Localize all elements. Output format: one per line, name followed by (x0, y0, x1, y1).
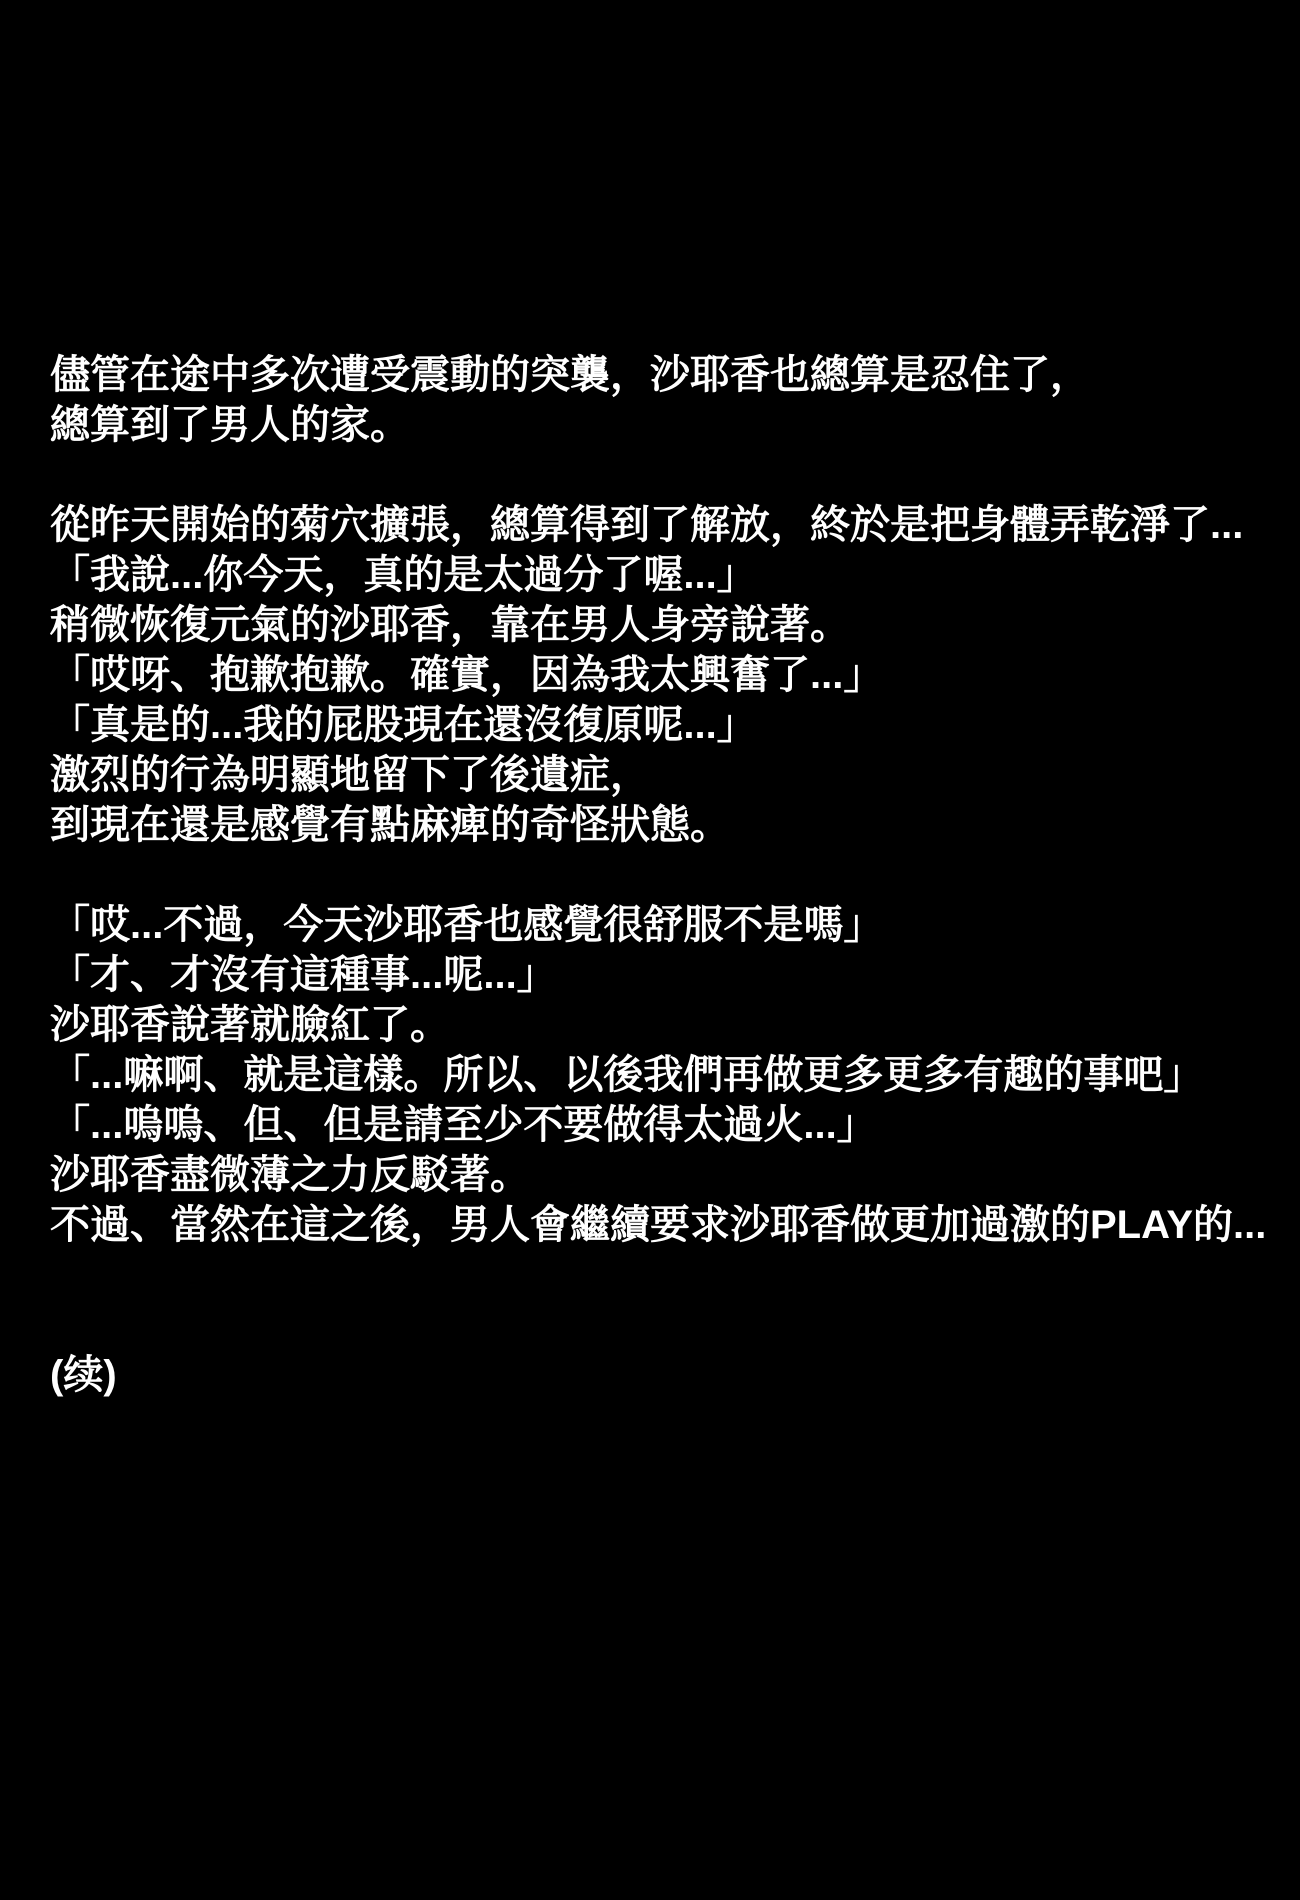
story-line: 「我說...你今天，真的是太過分了喔...」 (50, 553, 757, 597)
paragraph-continued-marker (50, 1350, 1280, 1400)
story-line: 「真是的...我的屁股現在還沒復原呢...」 (50, 703, 757, 747)
paragraph-conversation-2 (50, 900, 1280, 1250)
story-line: 稍微恢復元氣的沙耶香，靠在男人身旁說著。 (50, 603, 850, 647)
story-line: 總算到了男人的家。 (50, 403, 410, 447)
story-line: 激烈的行為明顯地留下了後遺症， (50, 753, 650, 797)
story-line: 不過、當然在這之後，男人會繼續要求沙耶香做更加過激的PLAY的... (50, 1203, 1267, 1247)
story-line: 沙耶香說著就臉紅了。 (50, 1003, 450, 1047)
story-line: 「哎...不過，今天沙耶香也感覺很舒服不是嗎」 (50, 903, 884, 947)
story-line: 儘管在途中多次遭受震動的突襲，沙耶香也總算是忍住了， (50, 353, 1090, 397)
story-line: 沙耶香盡微薄之力反駁著。 (50, 1153, 530, 1197)
story-line: 「才、才沒有這種事...呢...」 (50, 953, 557, 997)
story-line: 到現在還是感覺有點麻痺的奇怪狀態。 (50, 803, 730, 847)
story-line: 「...嘛啊、就是這樣。所以、以後我們再做更多更多有趣的事吧」 (50, 1053, 1204, 1097)
paragraph-conversation-1 (50, 500, 1280, 850)
paragraph-arrival (50, 350, 1280, 450)
story-line: 從昨天開始的菊穴擴張，總算得到了解放，終於是把身體弄乾淨了... (50, 503, 1244, 547)
to-be-continued-label: (续) (50, 1353, 117, 1397)
story-line: 「哎呀、抱歉抱歉。確實，因為我太興奮了...」 (50, 653, 884, 697)
story-line: 「...嗚嗚、但、但是請至少不要做得太過火...」 (50, 1103, 877, 1147)
